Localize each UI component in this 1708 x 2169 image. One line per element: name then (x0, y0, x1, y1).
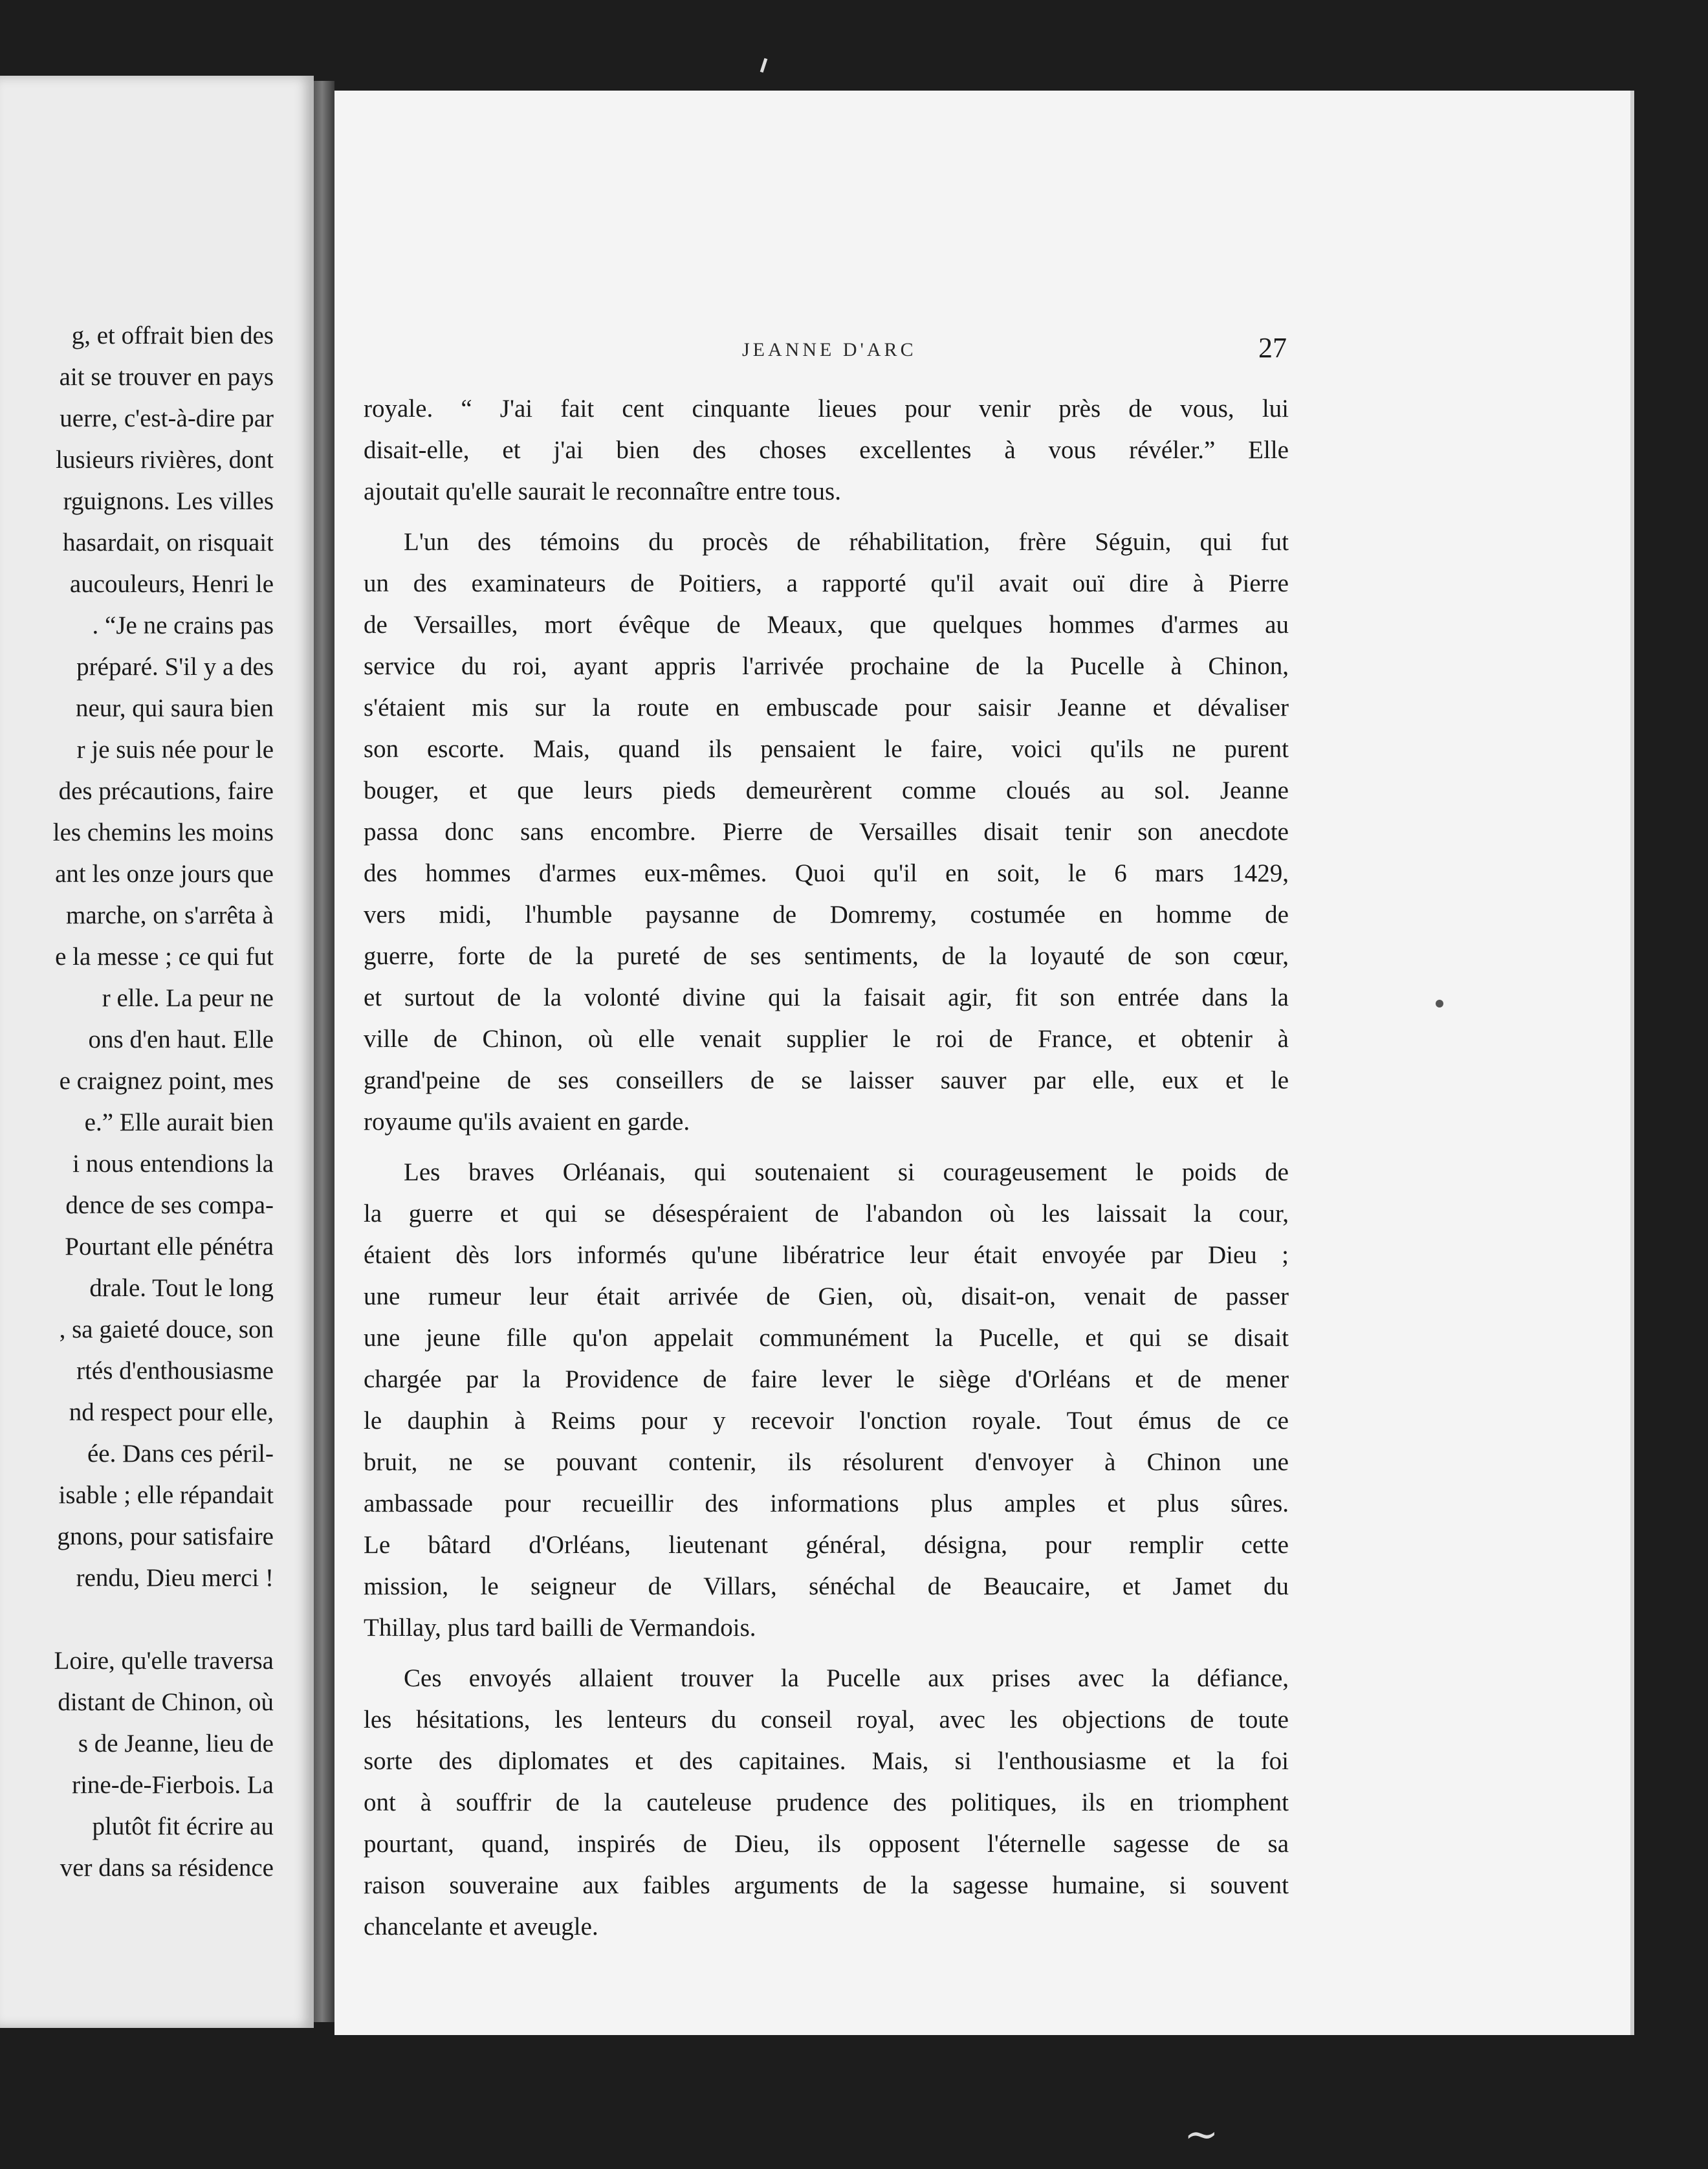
page-number: 27 (1258, 332, 1287, 364)
text-line: des hommes d'armes eux-mêmes. Quoi qu'il en soit, le 6 mars 1429, (364, 859, 1289, 887)
facing-page-left (0, 76, 314, 2028)
facing-page-line: les chemins les moins (52, 819, 274, 846)
text-line: grand'peine de ses conseillers de se laisser sauver par elle, eux et le (364, 1066, 1289, 1094)
facing-page-line: ait se trouver en pays (59, 363, 274, 391)
facing-page-text (0, 315, 274, 1889)
facing-page-line: e la messe ; ce qui fut (55, 943, 274, 971)
text-line: un des examinateurs de Poitiers, a rapporté qu'il avait ouï dire à Pierre (364, 569, 1289, 597)
facing-page-line: dence de ses compa- (65, 1191, 274, 1219)
facing-page-line: rtés d'enthousiasme (76, 1357, 274, 1385)
page-right (334, 91, 1634, 2035)
facing-page-line: r elle. La peur ne (102, 984, 274, 1012)
facing-page-line: g, et offrait bien des (71, 322, 274, 349)
text-line: Les braves Orléanais, qui soutenaient si courageusement le poids de (404, 1158, 1289, 1186)
facing-page-line: i nous entendions la (72, 1150, 274, 1178)
paragraph (364, 522, 1289, 1143)
text-line: Thillay, plus tard bailli de Vermandois. (364, 1614, 756, 1642)
scan-mark (760, 58, 768, 72)
facing-page-line: Pourtant elle pénétra (65, 1233, 274, 1261)
facing-page-line: . “Je ne crains pas (92, 611, 274, 639)
text-line: mission, le seigneur de Villars, sénéchal de Beaucaire, et Jamet du (364, 1572, 1289, 1600)
text-line: Le bâtard d'Orléans, lieutenant général, désigna, pour remplir cette (364, 1531, 1289, 1559)
facing-page-line: ant les onze jours que (55, 860, 274, 888)
facing-page-line: drale. Tout le long (89, 1274, 274, 1302)
scan-speck (1436, 1000, 1443, 1007)
text-line: le dauphin à Reims pour y recevoir l'onction royale. Tout émus de ce (364, 1407, 1289, 1435)
facing-page-line: préparé. S'il y a des (76, 653, 274, 681)
facing-page-line: e.” Elle aurait bien (84, 1108, 274, 1136)
text-line: ambassade pour recueillir des informations plus amples et plus sûres. (364, 1490, 1289, 1517)
text-line: les hésitations, les lenteurs du conseil royal, avec les objections de toute (364, 1706, 1289, 1734)
facing-page-line: Loire, qu'elle traversa (54, 1647, 274, 1675)
facing-page-line: rendu, Dieu merci ! (76, 1564, 274, 1592)
facing-page-line: e craignez point, mes (59, 1067, 274, 1095)
facing-page-line: distant de Chinon, où (58, 1688, 274, 1716)
facing-page-line: rguignons. Les villes (63, 487, 274, 515)
text-line: une rumeur leur était arrivée de Gien, où, disait-on, venait de passer (364, 1283, 1289, 1310)
text-line: une jeune fille qu'on appelait communément la Pucelle, et qui se disait (364, 1324, 1289, 1352)
facing-page-line: uerre, c'est-à-dire par (60, 404, 274, 432)
text-line: son escorte. Mais, quand ils pensaient le faire, voici qu'ils ne purent (364, 735, 1289, 763)
facing-page-line: rine-de-Fierbois. La (72, 1771, 274, 1799)
paragraph (364, 1658, 1289, 1948)
text-line: pourtant, quand, inspirés de Dieu, ils opposent l'éternelle sagesse de sa (364, 1830, 1289, 1858)
running-head (334, 331, 1630, 370)
book-gutter (314, 81, 334, 2022)
facing-page-line: aucouleurs, Henri le (69, 570, 274, 598)
text-line: de Versailles, mort évêque de Meaux, que quelques hommes d'armes au (364, 611, 1289, 639)
text-line: chargée par la Providence de faire lever le siège d'Orléans et de mener (364, 1365, 1289, 1393)
facing-page-line: ée. Dans ces péril- (87, 1440, 274, 1468)
facing-page-line: , sa gaieté douce, son (59, 1316, 274, 1343)
text-line: L'un des témoins du procès de réhabilitation, frère Séguin, qui fut (404, 528, 1289, 556)
facing-page-line: r je suis née pour le (76, 736, 274, 764)
text-line: bouger, et que leurs pieds demeurèrent comme cloués au sol. Jeanne (364, 776, 1289, 804)
facing-page-line: marche, on s'arrêta à (65, 901, 274, 929)
facing-page-line (0, 1599, 274, 1640)
facing-page-line: ver dans sa résidence (60, 1854, 274, 1882)
text-line: la guerre et qui se désespéraient de l'abandon où les laissait la cour, (364, 1200, 1289, 1228)
facing-page-line: neur, qui saura bien (75, 694, 274, 722)
text-line: ajoutait qu'elle saurait le reconnaître entre tous. (364, 478, 841, 505)
text-line: chancelante et aveugle. (364, 1913, 598, 1941)
facing-page-line: plutôt fit écrire au (92, 1812, 274, 1840)
page-body (364, 388, 1289, 1957)
facing-page-line: nd respect pour elle, (69, 1398, 274, 1426)
text-line: disait-elle, et j'ai bien des choses excellentes à vous révéler.” Elle (364, 436, 1289, 464)
text-line: Ces envoyés allaient trouver la Pucelle aux prises avec la défiance, (404, 1664, 1289, 1692)
text-line: raison souveraine aux faibles arguments de la sagesse humaine, si souvent (364, 1871, 1289, 1899)
facing-page-line: ons d'en haut. Elle (88, 1026, 274, 1053)
facing-page-line: lusieurs rivières, dont (56, 446, 274, 474)
text-line: sorte des diplomates et des capitaines. Mais, si l'enthousiasme et la foi (364, 1747, 1289, 1775)
text-line: royale. “ J'ai fait cent cinquante lieues pour venir près de vous, lui (364, 395, 1289, 423)
text-line: bruit, ne se pouvant contenir, ils résolurent d'envoyer à Chinon une (364, 1448, 1289, 1476)
facing-page-line: gnons, pour satisfaire (57, 1523, 274, 1550)
facing-page-line: isable ; elle répandait (58, 1481, 274, 1509)
facing-page-line: hasardait, on risquait (63, 529, 274, 556)
text-line: royaume qu'ils avaient en garde. (364, 1108, 690, 1136)
text-line: ville de Chinon, où elle venait supplier le roi de France, et obtenir à (364, 1025, 1289, 1053)
facing-page-line: s de Jeanne, lieu de (78, 1730, 274, 1757)
text-line: guerre, forte de la pureté de ses sentiments, de la loyauté de son cœur, (364, 942, 1289, 970)
paragraph (364, 1152, 1289, 1649)
running-head-title: JEANNE D'ARC (742, 339, 917, 360)
text-line: étaient dès lors informés qu'une libératrice leur était envoyée par Dieu ; (364, 1241, 1289, 1269)
text-line: et surtout de la volonté divine qui la faisait agir, fit son entrée dans la (364, 984, 1289, 1011)
text-line: s'étaient mis sur la route en embuscade pour saisir Jeanne et dévaliser (364, 694, 1289, 721)
text-line: vers midi, l'humble paysanne de Domremy, costumée en homme de (364, 901, 1289, 929)
text-line: passa donc sans encombre. Pierre de Versailles disait tenir son anecdote (364, 818, 1289, 846)
facing-page-line: des précautions, faire (58, 777, 274, 805)
scan-flourish: ~ (1184, 2111, 1219, 2159)
text-line: ont à souffrir de la cauteleuse prudence des politiques, ils en triomphent (364, 1789, 1289, 1816)
text-line: service du roi, ayant appris l'arrivée prochaine de la Pucelle à Chinon, (364, 652, 1289, 680)
paragraph (364, 388, 1289, 512)
